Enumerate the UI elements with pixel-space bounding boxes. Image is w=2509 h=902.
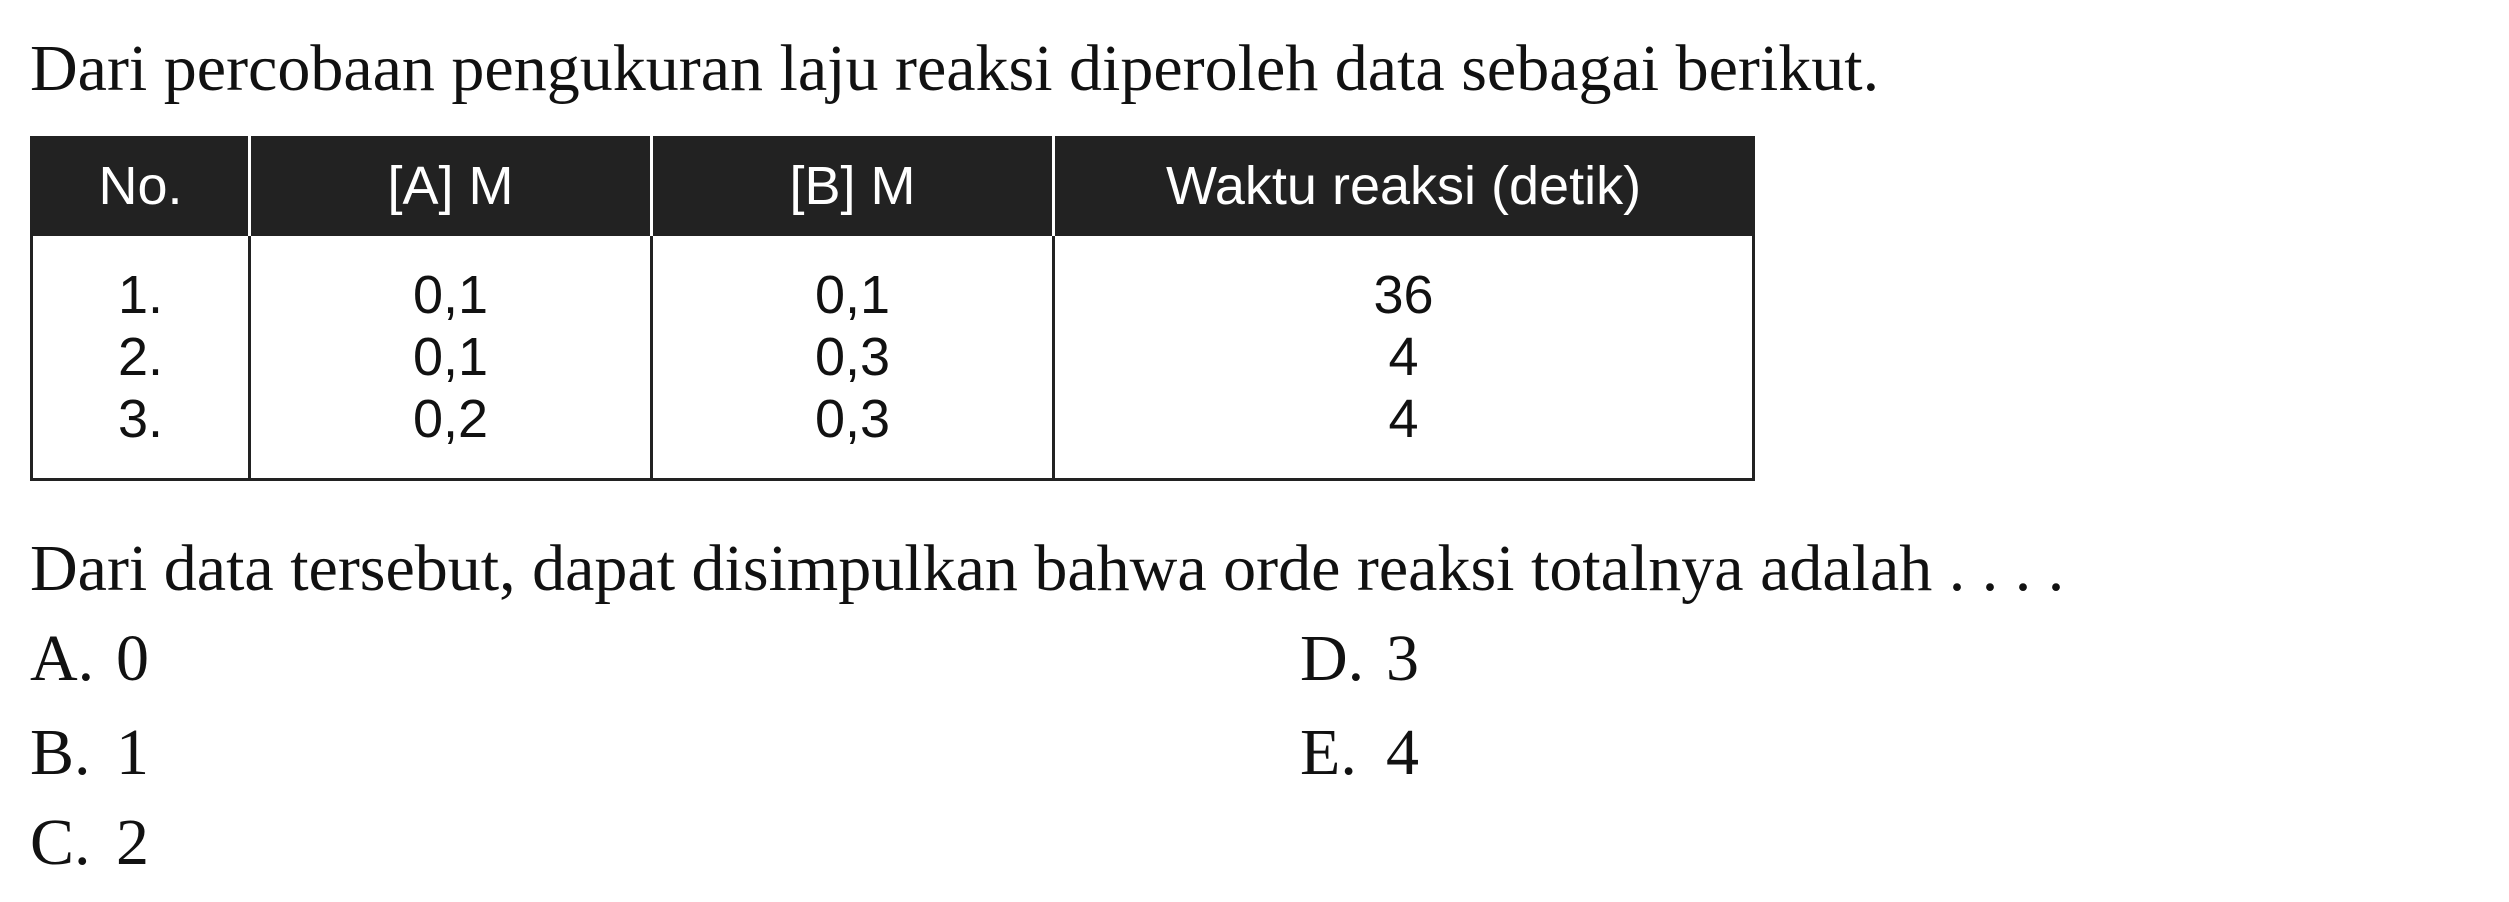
option-value: 0 xyxy=(116,622,149,695)
cell-b: 0,1 xyxy=(652,235,1054,327)
cell-a: 0,1 xyxy=(250,235,652,327)
table-row xyxy=(32,388,1754,480)
cell-no: 3. xyxy=(32,388,250,480)
option-value: 3 xyxy=(1386,622,1419,695)
cell-b: 0,3 xyxy=(652,388,1054,480)
option-letter: C. xyxy=(30,806,91,879)
header-no: No. xyxy=(32,138,250,235)
table-row xyxy=(32,235,1754,327)
option-letter: D. xyxy=(1300,622,1365,695)
option-letter: B. xyxy=(30,716,91,789)
option-c[interactable] xyxy=(30,806,149,879)
cell-time: 4 xyxy=(1054,326,1754,388)
option-e[interactable] xyxy=(1300,716,1419,789)
option-letter: A. xyxy=(30,622,95,695)
cell-a: 0,1 xyxy=(250,326,652,388)
option-value: 1 xyxy=(116,716,149,789)
cell-a: 0,2 xyxy=(250,388,652,480)
option-d[interactable] xyxy=(1300,622,1419,695)
option-value: 2 xyxy=(116,806,149,879)
header-reaction-time: Waktu reaksi (detik) xyxy=(1054,138,1754,235)
intro-text: Dari percobaan pengukuran laju reaksi diperoleh data sebagai berikut. xyxy=(30,32,1880,105)
option-letter: E. xyxy=(1300,716,1357,789)
cell-time: 36 xyxy=(1054,235,1754,327)
table-row xyxy=(32,326,1754,388)
option-b[interactable] xyxy=(30,716,149,789)
question-text: Dari data tersebut, dapat disimpulkan bahwa orde reaksi totalnya adalah . . . . xyxy=(30,532,2065,605)
option-value: 4 xyxy=(1386,716,1419,789)
data-table xyxy=(30,136,1755,481)
cell-time: 4 xyxy=(1054,388,1754,480)
cell-no: 1. xyxy=(32,235,250,327)
cell-no: 2. xyxy=(32,326,250,388)
header-a-concentration: [A] M xyxy=(250,138,652,235)
option-a[interactable] xyxy=(30,622,149,695)
header-b-concentration: [B] M xyxy=(652,138,1054,235)
cell-b: 0,3 xyxy=(652,326,1054,388)
table-header-row xyxy=(32,138,1754,235)
